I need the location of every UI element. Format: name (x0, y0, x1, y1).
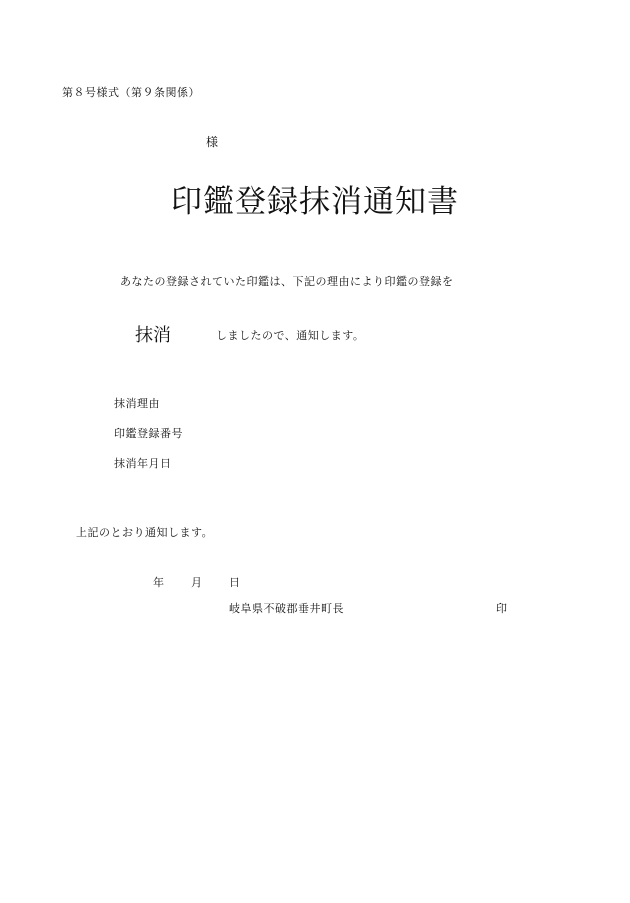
deletion-date-label: 抹消年月日 (114, 457, 172, 470)
document-title: 印鑑登録抹消通知書 (171, 184, 459, 220)
addressee-suffix: 様 (206, 135, 219, 149)
issuer-name: 岐阜県不破郡垂井町長 (229, 602, 344, 615)
closing-statement: 上記のとおり通知します。 (76, 526, 214, 539)
body-line-2: しましたので、通知します。 (216, 329, 365, 342)
form-number: 第８号様式（第９条関係） (62, 86, 200, 99)
registration-number-label: 印鑑登録番号 (114, 427, 183, 440)
date-year: 年 (153, 576, 165, 589)
action-word: 抹消 (135, 325, 171, 346)
reason-label: 抹消理由 (114, 397, 160, 410)
seal-mark: 印 (496, 602, 508, 615)
body-line-1: あなたの登録されていた印鑑は、下記の理由により印鑑の登録を (120, 275, 454, 288)
date-day: 日 (229, 576, 241, 589)
date-month: 月 (191, 576, 203, 589)
